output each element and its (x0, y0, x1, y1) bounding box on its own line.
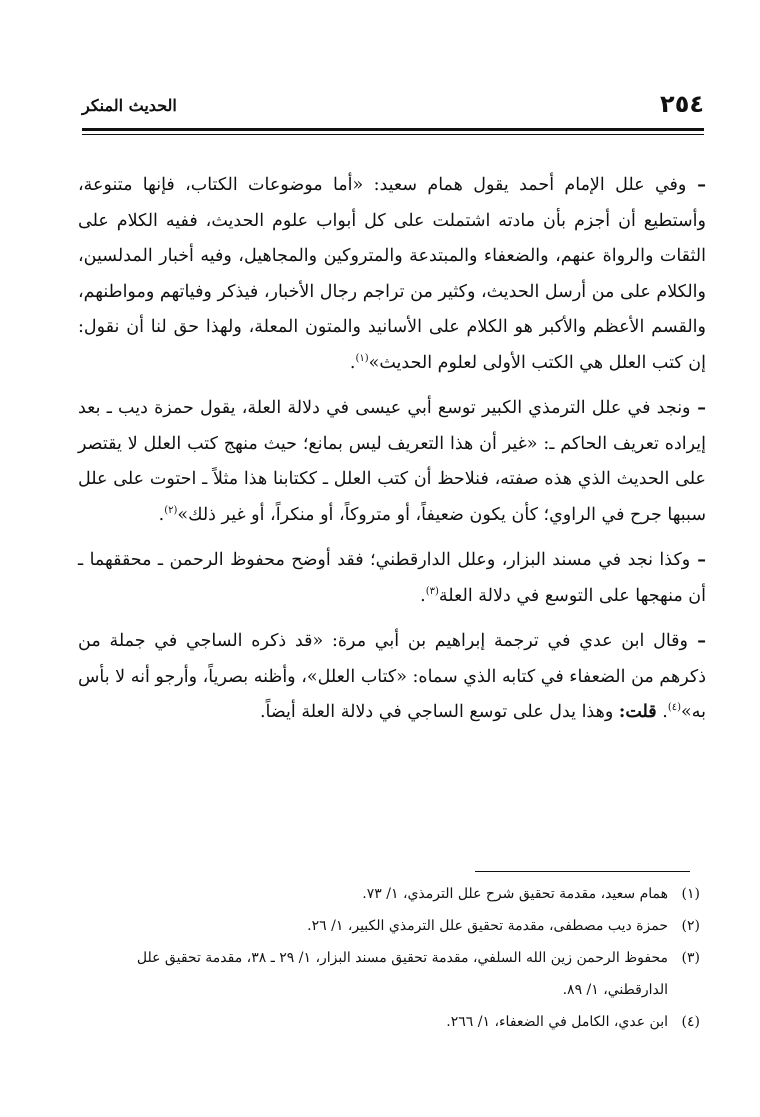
paragraph-text: وقال ابن عدي في ترجمة إبراهيم بن أبي مرة: «قد ذكره الساجي في جملة من ذكرهم من الضعفاء في كتابه الذي سماه: «كتاب العلل»، وأظنه بصرياً، وأرجو أنه لا بأس به» (78, 631, 706, 722)
footnote-number: (٣) (681, 950, 700, 966)
running-title: الحديث المنكر (82, 96, 177, 115)
footnote-number: (١) (681, 886, 700, 902)
footnote-3 (88, 942, 700, 1006)
footnote-4 (88, 1006, 700, 1038)
bold-label: قلت: (618, 702, 657, 722)
footnote-separator (475, 871, 690, 872)
header-rule-thin (82, 134, 704, 135)
footnote-number: (٢) (681, 918, 700, 934)
footnote-text: ابن عدي، الكامل في الضعفاء، ١/ ٢٦٦. (446, 1014, 668, 1030)
main-text (78, 168, 706, 741)
page-header (82, 88, 704, 126)
paragraph-2 (78, 391, 706, 533)
footnote-text: همام سعيد، مقدمة تحقيق شرح علل الترمذي، ١/ ٧٣. (362, 886, 668, 902)
paragraph-text: ونجد في علل الترمذي الكبير توسع أبي عيسى في دلالة العلة، يقول حمزة ديب ـ بعد إيراده تعريف الحاكم ـ: «غير أن هذا التعريف ليس بمانع؛ حيث منهج كتب العلل لا يقتصر على الحديث الذي هذه صفته، فنلاحظ أن كتب العلل ـ ككتابنا هذا مثلاً ـ احتوت على علل سببها جرح في الراوي؛ كأن يكون ضعيفاً، أو متروكاً، أو منكراً، أو غير ذلك» (78, 398, 706, 525)
paragraph-1 (78, 168, 706, 381)
footnote-1 (88, 878, 700, 910)
footnote-ref: (١) (355, 352, 369, 364)
paragraph-text: وفي علل الإمام أحمد يقول همام سعيد: «أما موضوعات الكتاب، فإنها متنوعة، وأستطيع أن أجزم بأن مادته اشتملت على كل أبواب علوم الحديث، ففيه الكلام على الثقات والرواة عنهم، والضعفاء والمبتدعة والمتروكين والمجاهيل، وفيه أخبار المدلسين، والكلام على من أرسل الحديث، وكثير من تراجم رجال الأخبار، فيذكر وفياتهم ومواطنهم، والقسم الأعظم والأكبر هو الكلام على الأسانيد والمتون المعلة، ولهذا حق لنا أن نقول: إن كتب العلل هي الكتب الأولى لعلوم الحديث» (78, 175, 706, 373)
paragraph-end: . (158, 504, 165, 525)
paragraph-end: . (420, 585, 426, 606)
footnotes (88, 878, 700, 1038)
paragraph-end: . (662, 702, 668, 722)
footnote-ref: (٢) (164, 504, 178, 516)
paragraph-end: . (349, 352, 356, 373)
footnote-text: محفوظ الرحمن زين الله السلفي، مقدمة تحقيق مسند البزار، ١/ ٢٩ ـ ٣٨، مقدمة تحقيق علل الدارقطني، ١/ ٨٩. (136, 950, 668, 998)
footnote-text: حمزة ديب مصطفى، مقدمة تحقيق علل الترمذي الكبير، ١/ ٢٦. (307, 918, 668, 934)
footnote-number: (٤) (681, 1014, 700, 1030)
paragraph-text: وكذا نجد في مسند البزار، وعلل الدارقطني؛ فقد أوضح محفوظ الرحمن ـ محققهما ـ أن منهجها على التوسع في دلالة العلة (78, 550, 706, 606)
footnote-ref: (٤) (667, 702, 682, 714)
footnote-2 (88, 910, 700, 942)
paragraph-3 (78, 543, 706, 614)
page-number: ٢٥٤ (660, 90, 704, 118)
footnote-ref: (٣) (425, 585, 439, 597)
paragraph-tail: وهذا يدل على توسع الساجي في دلالة العلة أيضاً. (259, 702, 614, 722)
paragraph-4 (78, 624, 706, 731)
header-rule-thick (82, 128, 704, 131)
